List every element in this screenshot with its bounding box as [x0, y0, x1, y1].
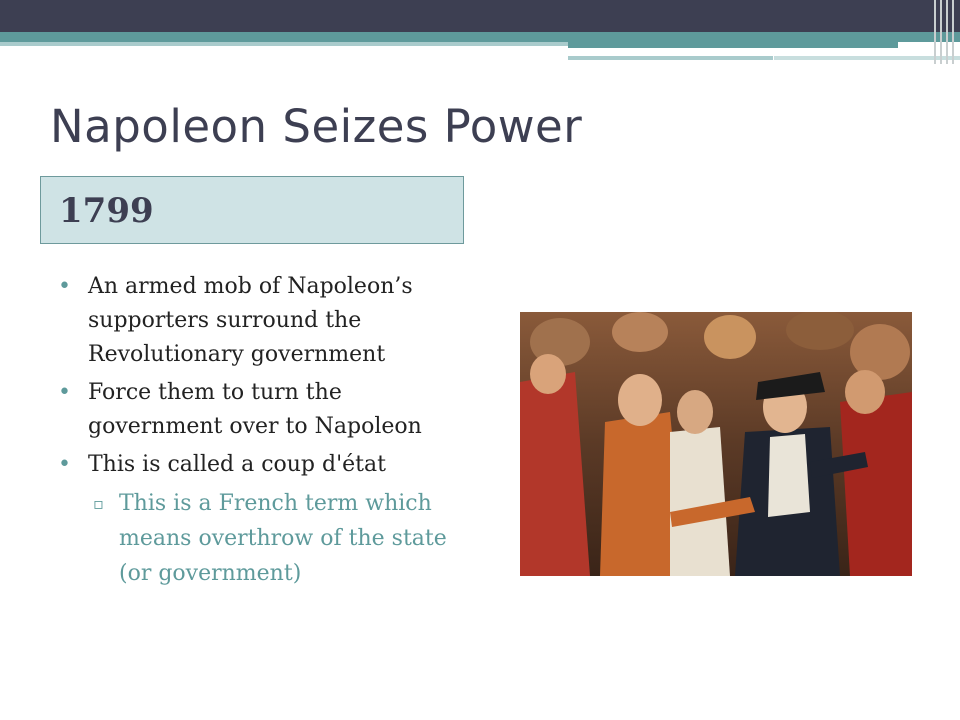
bullet-list — [58, 270, 463, 591]
bullet-dot: • — [58, 380, 71, 405]
bullet-dot: • — [58, 274, 71, 299]
header-bar — [0, 0, 960, 32]
bullet-item — [58, 448, 463, 482]
bullet-item — [58, 376, 463, 444]
corner-decoration — [930, 0, 960, 64]
bullet-text: An armed mob of Napoleon’s supporters surround the Revolutionary government — [88, 274, 413, 367]
napoleon-painting-image — [520, 312, 912, 576]
accent-strip — [0, 32, 960, 42]
sub-bullet-item — [58, 486, 463, 591]
painting-illustration — [520, 312, 912, 576]
bullet-text: Force them to turn the government over to Napoleon — [88, 380, 422, 439]
sub-bullet-text: This is a French term which means overthrow of the state (or government) — [119, 491, 447, 586]
bullet-text: This is called a coup d'état — [88, 452, 386, 477]
year-heading-box — [40, 176, 464, 244]
sub-bullet-square: ▫ — [93, 494, 104, 513]
accent-strip-light — [0, 42, 568, 46]
accent-step — [568, 42, 960, 64]
slide-title: Napoleon Seizes Power — [50, 100, 583, 153]
bullet-item — [58, 270, 463, 372]
bullet-dot: • — [58, 452, 71, 477]
year-heading: 1799 — [59, 191, 154, 231]
